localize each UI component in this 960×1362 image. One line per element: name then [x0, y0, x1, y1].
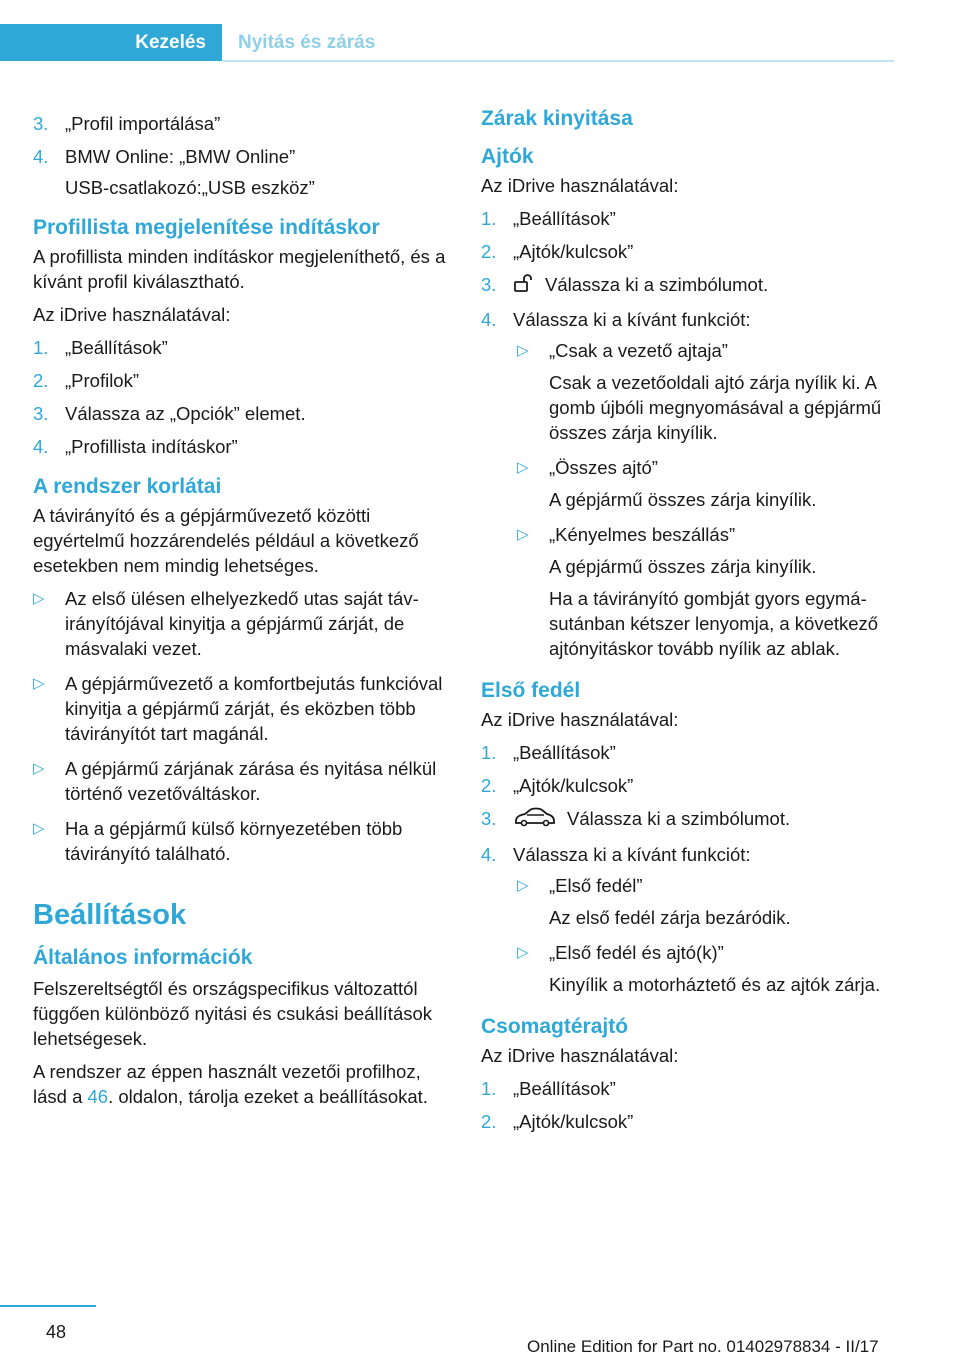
chapter-tab	[0, 24, 222, 61]
list-text: „Ajtók/kulcsok”	[513, 775, 634, 797]
trunk-steps-list	[481, 1076, 901, 1134]
list-number: 3.	[481, 808, 497, 830]
option-description: A gépjármű összes zárja kinyílik.	[549, 489, 817, 511]
list-item	[33, 111, 453, 136]
heading-beallitasok: Beállítások	[33, 899, 187, 931]
doors-steps-list	[481, 206, 901, 661]
list-number: 2.	[481, 241, 497, 262]
hood-steps-list	[481, 740, 901, 997]
bullet-item	[33, 671, 453, 746]
triangle-bullet-icon: ▷	[33, 760, 45, 777]
heading-csomagterajto: Csomagtérajtó	[481, 1015, 629, 1039]
bullet-item	[33, 586, 453, 661]
heading-korlatai: A rendszer korlátai	[33, 475, 222, 498]
edition-note: Online Edition for Part no. 01402978834 - II/17	[527, 1337, 879, 1356]
doors-options-list	[517, 338, 901, 661]
bullet-item	[517, 940, 901, 997]
heading-altalanos: Általános információk	[33, 946, 253, 969]
bullet-item	[33, 816, 453, 866]
lock-icon	[513, 273, 535, 299]
list-text: Válassza az „Opciók” elemet.	[65, 403, 306, 424]
triangle-bullet-icon: ▷	[517, 459, 529, 477]
list-number: 1.	[33, 337, 49, 358]
triangle-bullet-icon: ▷	[517, 877, 529, 895]
profile-steps-list	[33, 335, 453, 459]
list-text: „Ajtók/kulcsok”	[513, 1111, 634, 1133]
list-text: „Profil importálása”	[65, 113, 221, 134]
paragraph: Felszereltségtől és országspecifikus változattól függően különböző nyitási és csukási beállítások lehetségesek.	[33, 978, 433, 1049]
profile-import-list	[33, 111, 453, 200]
list-item	[481, 1109, 901, 1134]
list-number: 2.	[33, 370, 49, 391]
bullet-text: Ha a gépjármű külső környezetében több távirányító található.	[65, 818, 403, 864]
list-number: 2.	[481, 1111, 497, 1133]
list-item	[33, 144, 453, 200]
heading-zarak: Zárak kinyitása	[481, 107, 633, 130]
option-title: „Csak a vezető ajtaja”	[549, 340, 728, 362]
heading-elso-fedel: Első fedél	[481, 679, 581, 703]
header-rule	[222, 60, 894, 62]
section-title: Nyitás és zárás	[238, 32, 376, 53]
left-column	[33, 105, 453, 1117]
heading-profillista: Profillista megjelenítése indításkor	[33, 216, 380, 239]
list-number: 4.	[481, 309, 497, 331]
bullet-text: Az első ülésen elhelyezkedő utas saját távirányítójával kinyitja a gépjármű zárját, de másvalaki vezet.	[65, 588, 419, 659]
list-number: 1.	[481, 1078, 497, 1100]
triangle-bullet-icon: ▷	[517, 526, 529, 544]
list-text: „Profilok”	[65, 370, 140, 391]
option-title: „Kényelmes beszállás”	[549, 524, 736, 546]
option-description: Kinyílik a motorháztető és az ajtók zárja.	[549, 974, 881, 996]
paragraph-rendszer	[33, 1059, 453, 1109]
triangle-bullet-icon: ▷	[33, 590, 45, 607]
option-title: „Első fedél”	[549, 875, 643, 897]
list-item	[481, 842, 901, 997]
option-title: „Első fedél és ajtó(k)”	[549, 942, 724, 964]
heading-ajtok: Ajtók	[481, 145, 534, 168]
option-description: A gépjármű összes zárja kinyílik.	[549, 556, 817, 578]
paragraph-text: A rendszer az éppen használt vezetői profilhoz, lásd a	[33, 1061, 421, 1107]
list-text: „Profillista indításkor”	[65, 436, 238, 457]
list-number: 1.	[481, 208, 497, 229]
list-number: 4.	[481, 844, 497, 866]
list-number: 2.	[481, 775, 497, 797]
car-icon	[513, 806, 557, 834]
list-item	[481, 239, 901, 264]
list-text: Válassza ki a kívánt funkciót:	[513, 844, 751, 866]
page-link[interactable]: 46	[87, 1086, 109, 1107]
option-title: „Összes ajtó”	[549, 457, 658, 479]
triangle-bullet-icon: ▷	[33, 820, 45, 837]
list-text: „Beállítások”	[513, 742, 616, 764]
list-text: Válassza ki a szimbólumot.	[567, 808, 791, 830]
paragraph: A távirányító és a gépjárművezető közötti egyértelmű hozzárendelés például a következő esetekben nem mindig lehetséges.	[33, 505, 419, 576]
list-item	[481, 1076, 901, 1101]
right-column	[481, 105, 901, 1144]
list-item	[481, 773, 901, 798]
list-subtext: USB-csatlakozó:„USB eszköz”	[65, 177, 315, 198]
paragraph: Az iDrive használatával:	[481, 1045, 679, 1067]
paragraph: Az iDrive használatával:	[33, 304, 231, 325]
paragraph-text: . oldalon, tárolja ezeket a beállításokat.	[108, 1086, 428, 1107]
list-item	[481, 272, 901, 299]
chapter-title: Kezelés	[135, 32, 206, 53]
footer-rule	[0, 1305, 96, 1307]
paragraph: Az iDrive használatával:	[481, 709, 679, 731]
bullet-item	[517, 338, 901, 445]
hood-options-list	[517, 873, 901, 997]
list-number: 3.	[481, 274, 497, 295]
list-text: „Beállítások”	[513, 208, 616, 229]
list-text: „Ajtók/kulcsok”	[513, 241, 634, 262]
bullet-item	[33, 756, 453, 806]
triangle-bullet-icon: ▷	[517, 342, 529, 360]
triangle-bullet-icon: ▷	[33, 675, 45, 692]
list-number: 4.	[33, 146, 49, 167]
bullet-item	[517, 873, 901, 930]
list-number: 4.	[33, 436, 49, 457]
limitations-list	[33, 586, 453, 866]
triangle-bullet-icon: ▷	[517, 944, 529, 962]
list-item	[33, 401, 453, 426]
list-item	[33, 434, 453, 459]
list-number: 1.	[481, 742, 497, 764]
option-description-extra: Ha a távirányító gombját gyors egymásutánban kétszer lenyomja, a következő ajtónyitáskor tovább nyílik az ablak.	[549, 588, 879, 660]
list-text: „Beállítások”	[513, 1078, 616, 1100]
list-text: „Beállítások”	[65, 337, 168, 358]
option-description: Az első fedél zárja bezáródik.	[549, 907, 791, 929]
list-text: Válassza ki a kívánt funkciót:	[513, 309, 751, 331]
list-text: Válassza ki a szimbólumot.	[545, 274, 769, 295]
list-number: 3.	[33, 113, 49, 134]
list-text: BMW Online: „BMW Online”	[65, 146, 296, 167]
bullet-item	[517, 522, 901, 661]
list-item	[33, 335, 453, 360]
list-item	[33, 368, 453, 393]
bullet-text: A gépjárművezető a komfortbejutás funkcióval kinyitja a gépjármű zárját, és eközben több távirányítót tart magánál.	[65, 673, 443, 744]
option-description: Csak a vezetőoldali ajtó zárja nyílik ki. A gomb újbóli megnyomásával a gépjármű összes zárja kinyílik.	[549, 372, 882, 444]
page-number: 48	[46, 1322, 67, 1342]
bullet-text: A gépjármű zárjának zárása és nyitása nélkül történő vezetőváltáskor.	[65, 758, 437, 804]
paragraph: Az iDrive használatával:	[481, 175, 679, 196]
list-item	[481, 307, 901, 661]
list-item	[481, 740, 901, 765]
bullet-item	[517, 455, 901, 512]
paragraph: A profillista minden indításkor megjeleníthető, és a kívánt profil kiválasztható.	[33, 246, 446, 292]
list-item	[481, 806, 901, 834]
list-item	[481, 206, 901, 231]
list-number: 3.	[33, 403, 49, 424]
